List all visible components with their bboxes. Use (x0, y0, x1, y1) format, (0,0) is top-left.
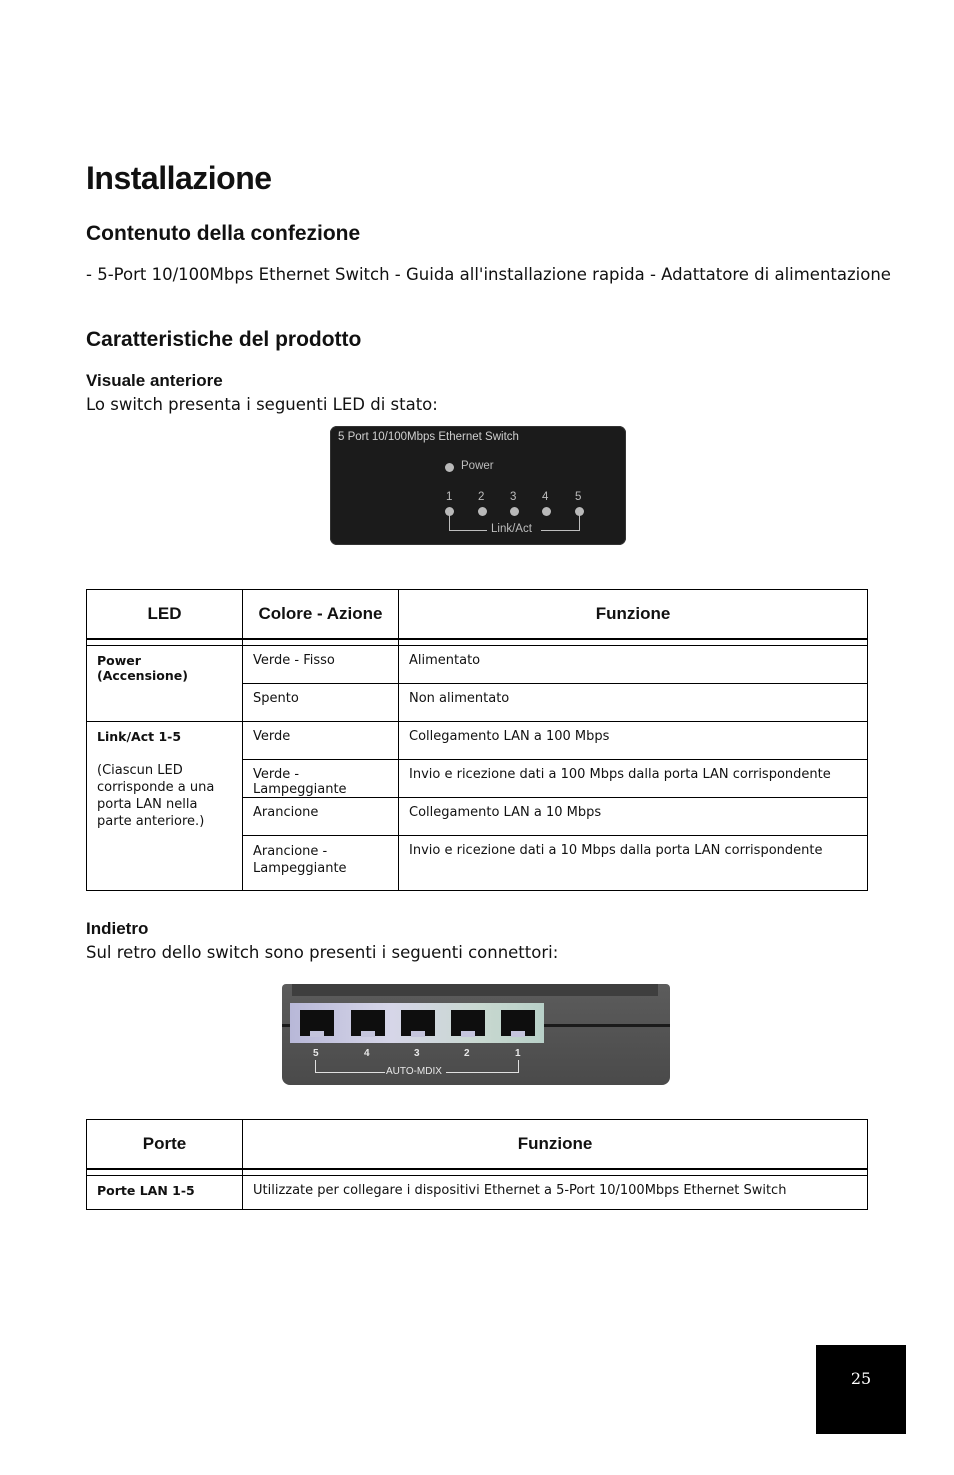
link-led-icon (542, 507, 551, 516)
link-led-icon (478, 507, 487, 516)
auto-mdix-label: AUTO-MDIX (386, 1066, 442, 1077)
table-cell: Verde (243, 722, 399, 760)
table-cell: Collegamento LAN a 10 Mbps (399, 798, 868, 836)
bracket-line (446, 1072, 519, 1073)
ports-table (86, 1119, 868, 1210)
bracket-line (518, 1060, 519, 1072)
table-cell: Verde - Fisso (243, 646, 399, 684)
table-header: Porte (87, 1120, 243, 1170)
bracket-line (541, 530, 580, 531)
table-cell: Arancione (243, 798, 399, 836)
back-port-number: 5 (313, 1048, 319, 1059)
bracket-line (579, 514, 580, 530)
contents-list: - 5-Port 10/100Mbps Ethernet Switch - Guida all'installazione rapida - Adattatore di alimentazione (86, 265, 891, 284)
back-panel-image (282, 984, 670, 1085)
led-name-power: Power (Accensione) (87, 646, 243, 722)
table-cell: Invio e ricezione dati a 10 Mbps dalla porta LAN corrispondente (399, 836, 868, 891)
port-number: 1 (446, 491, 453, 503)
back-port-number: 4 (364, 1048, 370, 1059)
section-heading-contents: Contenuto della confezione (86, 222, 361, 245)
table-cell: Spento (243, 684, 399, 722)
port-number: 5 (575, 491, 582, 503)
page-title: Installazione (86, 160, 272, 196)
link-act-name: Link/Act 1-5 (97, 729, 182, 744)
table-cell: Invio e ricezione dati a 100 Mbps dalla porta LAN corrispondente (399, 760, 868, 798)
ethernet-port-icon (351, 1010, 385, 1036)
port-number: 4 (542, 491, 549, 503)
table-header: Funzione (399, 590, 868, 640)
back-view-heading: Indietro (86, 919, 149, 938)
back-port-number: 2 (464, 1048, 470, 1059)
back-port-number: 3 (414, 1048, 420, 1059)
front-panel-title: 5 Port 10/100Mbps Ethernet Switch (338, 431, 519, 443)
bracket-line (449, 530, 487, 531)
ethernet-port-icon (501, 1010, 535, 1036)
power-led-icon (445, 463, 454, 472)
power-label: Power (461, 460, 494, 472)
table-header: Colore - Azione (243, 590, 399, 640)
bracket-line (449, 514, 450, 530)
page-number: 25 (850, 1369, 872, 1388)
link-act-note: (Ciascun LED corrisponde a una porta LAN nella parte anteriore.) (97, 763, 215, 829)
section-heading-features: Caratteristiche del prodotto (86, 328, 362, 351)
port-number: 2 (478, 491, 485, 503)
led-table (86, 589, 868, 891)
table-cell: Verde - Lampeggiante (243, 760, 399, 798)
led-name-link (87, 722, 243, 891)
front-view-heading: Visuale anteriore (86, 371, 223, 390)
table-cell: Collegamento LAN a 100 Mbps (399, 722, 868, 760)
table-header: Funzione (243, 1120, 868, 1170)
table-cell: Alimentato (399, 646, 868, 684)
front-view-text: Lo switch presenta i seguenti LED di stato: (86, 395, 438, 414)
ethernet-port-icon (300, 1010, 334, 1036)
port-name: Porte LAN 1-5 (87, 1176, 243, 1210)
front-panel-image (330, 426, 626, 545)
bracket-line (315, 1060, 316, 1072)
table-cell: Arancione - Lampeggiante (243, 836, 399, 891)
table-cell: Non alimentato (399, 684, 868, 722)
port-number: 3 (510, 491, 517, 503)
table-header: LED (87, 590, 243, 640)
link-led-icon (510, 507, 519, 516)
back-view-text: Sul retro dello switch sono presenti i seguenti connettori: (86, 943, 559, 962)
ethernet-port-icon (451, 1010, 485, 1036)
port-area (290, 1003, 544, 1043)
page-number-box (816, 1345, 906, 1434)
bracket-line (315, 1072, 385, 1073)
ethernet-port-icon (401, 1010, 435, 1036)
table-cell: Utilizzate per collegare i dispositivi Ethernet a 5-Port 10/100Mbps Ethernet Switch (243, 1176, 868, 1210)
panel-top-edge (292, 984, 658, 996)
back-port-number: 1 (515, 1048, 521, 1059)
link-act-label: Link/Act (491, 523, 532, 535)
